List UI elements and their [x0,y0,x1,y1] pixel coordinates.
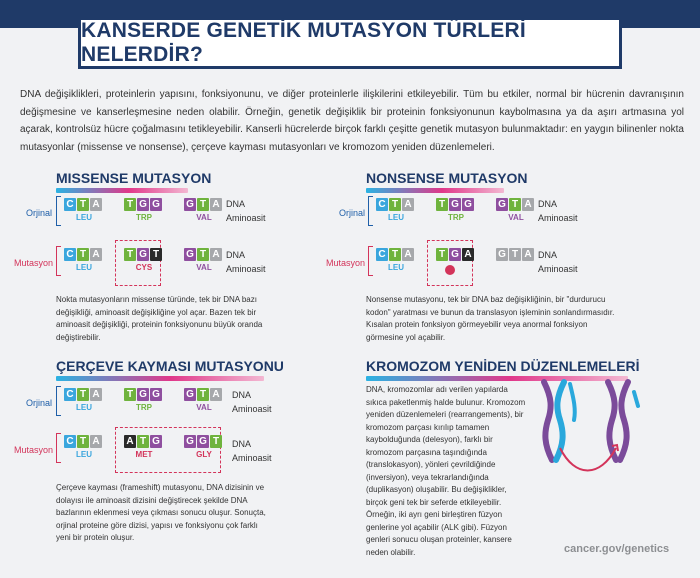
base-c: C [64,388,76,401]
chromosome-left-icon [544,382,575,460]
dna-text: DNA [232,439,252,449]
base-a: A [210,198,222,211]
amino-acid-label: VAL [196,263,212,272]
codon [376,198,416,222]
base-g: G [496,248,508,261]
base-c: C [64,198,76,211]
chromosome-title: KROMOZOM YENİDEN DÜZENLEMELERİ [366,358,640,374]
codon [64,388,104,412]
aminoacid-text: Aminoasit [538,213,578,223]
missense-mut-dna-label [226,248,266,276]
dna-text: DNA [538,250,558,260]
codon [496,248,536,263]
base-g: G [197,435,209,448]
codon [124,388,164,412]
base-g: G [184,388,196,401]
nonsense-mut-dna-label [538,248,578,276]
codon-letters [184,435,224,448]
base-c: C [376,248,388,261]
base-c: C [64,435,76,448]
codon [64,248,104,272]
base-g: G [150,388,162,401]
base-t: T [77,248,89,261]
title-box [78,17,622,69]
aminoacid-text: Aminoasit [226,213,266,223]
base-g: G [184,198,196,211]
codon [376,248,416,272]
missense-orig-label: Orjinal [26,208,53,218]
base-a: A [462,248,474,261]
base-t: T [509,198,521,211]
amino-acid-label: LEU [76,263,92,272]
base-a: A [90,388,102,401]
codon-letters [64,435,104,448]
codon [64,435,104,459]
amino-acid-label: GLY [196,450,212,459]
base-g: G [150,198,162,211]
frameshift-mut-dna-label [232,437,272,465]
amino-acid-label: LEU [76,403,92,412]
page-title: KANSERDE GENETİK MUTASYON TÜRLERİ NELERDİR? [81,19,526,66]
codon-letters [496,198,536,211]
intro-paragraph: DNA değişiklikleri, proteinlerin yapısını, fonksiyonunu, ve diğer proteinlerle ilişkilerini etkileyebilir. Tüm bu etkiler, normal bir hücrenin davranışının değişmesine ve kanserleşmesine neden olabilir. Örneğin, genetik değişiklik bir proteinin fonksiyonunun kaybolmasına ya da aşırı artmasına yol açarak, kontrolsüz hücre çoğalmasını tetikleyebilir. Kanserli hücrelerde birçok farklı çeşitte genetik mutasyon bulunmaktadır: en yaygın bilinenler nokta mutasyonlar (missense ve nonsense), çerçeve kayması mutasyonları ve kromozom yeniden düzenlemeleri. [20,89,684,153]
amino-acid-label: TRP [448,213,464,222]
base-g: G [137,388,149,401]
amino-acid-label: LEU [388,213,404,222]
missense-mut-bracket [56,246,61,276]
nonsense-orig-bracket [368,196,373,226]
nonsense-mut-bracket [368,246,373,276]
base-a: A [402,248,414,261]
dna-text: DNA [538,199,558,209]
base-a: A [210,248,222,261]
amino-acid-label: VAL [508,213,524,222]
stop-codon-icon [445,265,455,275]
frameshift-mut-label: Mutasyon [14,445,54,455]
base-a: A [522,248,534,261]
codon-letters [376,248,416,261]
chromosome-illustration [530,378,650,478]
nonsense-underline [366,188,504,193]
codon [436,198,476,222]
codon-letters [64,388,104,401]
base-g: G [137,248,149,261]
codon [124,435,164,459]
nonsense-orig-dna-label [538,197,578,225]
base-a: A [210,388,222,401]
frameshift-orig-label: Orjinal [26,398,53,408]
amino-acid-label: MET [135,450,153,459]
base-t: T [124,388,136,401]
base-t: T [124,248,136,261]
base-t: T [389,248,401,261]
base-c: C [64,248,76,261]
codon-letters [124,248,164,261]
amino-acid-label: VAL [196,403,212,412]
base-t: T [509,248,521,261]
amino-acid-label: LEU [76,213,92,222]
base-a: A [90,198,102,211]
missense-orig-bracket [56,196,61,226]
aminoacid-text: Aminoasit [232,453,272,463]
chromosome-right-icon [608,382,638,460]
base-t: T [210,435,222,448]
missense-mut-label: Mutasyon [14,258,54,268]
base-a: A [522,198,534,211]
base-g: G [496,198,508,211]
amino-acid-label: TRP [136,403,152,412]
base-a: A [402,198,414,211]
base-t: T [77,198,89,211]
frameshift-orig-dna-label [232,388,272,416]
dna-text: DNA [226,250,246,260]
nonsense-title: NONSENSE MUTASYON [366,170,528,186]
codon-letters [124,388,164,401]
amino-acid-label: TRP [136,213,152,222]
dna-text: DNA [232,390,252,400]
missense-orig-dna-label [226,197,266,225]
nonsense-orig-label: Orjinal [339,208,366,218]
codon-letters [64,248,104,261]
codon [124,198,164,222]
translocation-arrow [560,448,616,471]
amino-acid-label: LEU [388,263,404,272]
codon-letters [184,388,224,401]
base-t: T [436,248,448,261]
base-g: G [137,198,149,211]
base-t: T [124,198,136,211]
base-g: G [449,248,461,261]
chromosome-description: DNA, kromozomlar adı verilen yapılarda sıkıca paketlenmiş halde bulunur. Kromozom yeniden düzenlemeleri (rearrangements), bir kromozom parçası kırılıp tamamen kaybolduğunda (delesyon), farklı bir kromozom parçasına taşındığında (translokasyon), yönleri çevrildiğinde (inversiyon), veya tekrarlandığında (duplikasyon) oluşabilir. Bu değişiklikler, birçok geni tek bir seferde etkileyebilir. Örneğin, iki ayrı geni birleştiren füzyon genlerine yol açabilir (ALK gibi). Füzyon genleri sonucu oluşan proteinler, kansere neden olabilir. [366,385,526,557]
base-t: T [436,198,448,211]
base-g: G [462,198,474,211]
missense-description: Nokta mutasyonların missense türünde, tek bir DNA bazı değişikliği, aminoasit değişikliğine yol açar. Bazen tek bir aminoasit değişikliği, proteinin fonksiyonunu büyük oranda değiştirebilir. [56,295,263,342]
codon-letters [436,248,476,261]
amino-acid-label: VAL [196,213,212,222]
codon-letters [124,198,164,211]
codon [184,248,224,272]
base-t: T [77,388,89,401]
aminoacid-text: Aminoasit [226,264,266,274]
codon-letters [436,198,476,211]
base-t: T [197,198,209,211]
frameshift-title: ÇERÇEVE KAYMASI MUTASYONU [56,358,284,374]
base-t: T [197,248,209,261]
base-g: G [150,435,162,448]
codon-letters [184,198,224,211]
amino-acid-label: CYS [135,263,153,272]
codon-letters [64,198,104,211]
base-t: T [197,388,209,401]
codon-letters [496,248,536,261]
nonsense-mutation-highlight [427,240,473,286]
missense-underline [56,188,188,193]
base-g: G [184,435,196,448]
codon [184,388,224,412]
frameshift-mut-bracket [56,433,61,463]
amino-acid-label: LEU [76,450,92,459]
codon [124,248,164,272]
dna-text: DNA [226,199,246,209]
codon [496,198,536,222]
missense-title: MISSENSE MUTASYON [56,170,212,186]
base-g: G [184,248,196,261]
base-a: A [90,435,102,448]
aminoacid-text: Aminoasit [232,404,272,414]
codon-letters [124,435,164,448]
base-a: A [90,248,102,261]
base-t: T [150,248,162,261]
base-c: C [376,198,388,211]
footer-url[interactable]: cancer.gov/genetics [564,543,670,555]
codon [64,198,104,222]
base-g: G [449,198,461,211]
base-t: T [77,435,89,448]
nonsense-mut-label: Mutasyon [326,258,366,268]
base-a: A [124,435,136,448]
codon-letters [376,198,416,211]
codon [184,198,224,222]
frameshift-orig-bracket [56,386,61,416]
nonsense-description: Nonsense mutasyonu, tek bir DNA baz değişikliğinin, bir "durdurucu kodon" yaratması ve bunun da translasyon işleminin sonlandırmasıdır. Kısalan protein fonksiyon görmeyebilir veya anormal fonksiyon görmesine yol açabilir. [366,295,615,342]
base-t: T [389,198,401,211]
codon [184,435,224,459]
frameshift-underline [56,376,264,381]
aminoacid-text: Aminoasit [538,264,578,274]
frameshift-description: Çerçeve kayması (frameshift) mutasyonu, DNA dizisinin ve dolayısı ile aminoasit dizisini değiştirecek şekilde DNA bazlarının eklenmesi veya çıkması sonucu oluşur. Sonuçta, orjinal proteine göre dizisi, yapısı ve fonksiyonu çok farklı yeni bir protein oluşur. [56,483,266,542]
base-t: T [137,435,149,448]
codon [436,248,476,263]
codon-letters [184,248,224,261]
